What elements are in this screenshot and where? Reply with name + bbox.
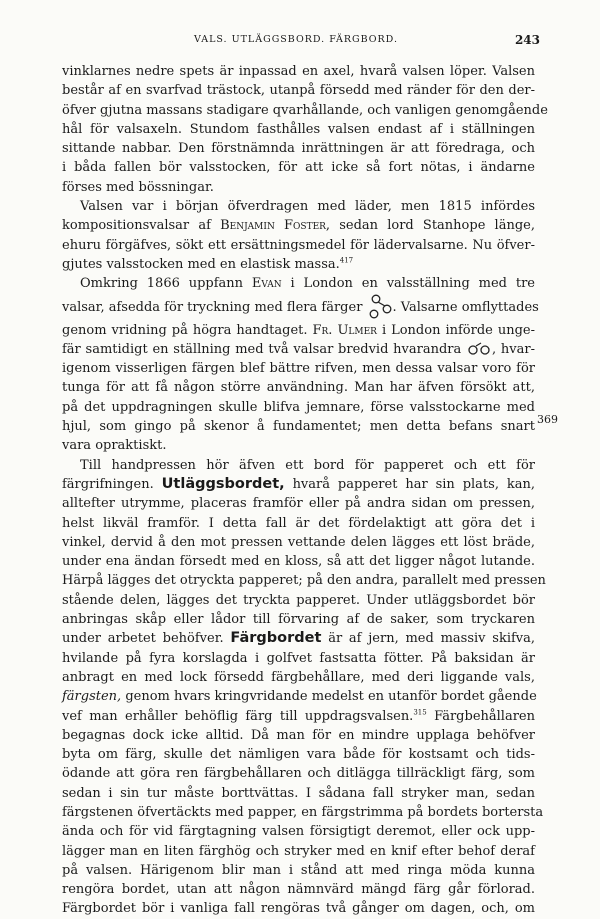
roller-circle: [481, 346, 489, 354]
term-fargsten: färgsten,: [62, 689, 122, 705]
text-line: [62, 629, 535, 648]
footnote-ref: 417: [339, 256, 354, 265]
text-line: vara opraktiskt.: [62, 438, 167, 454]
page-number: 243: [514, 33, 540, 47]
text-line: [62, 707, 535, 726]
text-line: [62, 294, 539, 321]
text-line: Valsen var i början öfverdragen med läder, men 1815 infördes: [80, 199, 535, 215]
text-line: under ena ändan försedt med en kloss, så att det ligger något lutande.: [62, 554, 535, 570]
text-line: sedan i sin tur måste borttvättas. I sådana fall stryker man, sedan: [62, 785, 535, 801]
text-line: sittande nabbar. Den förstnämnda inrättningen är att föredraga, och: [62, 141, 535, 157]
text-line: färgstenen öfvertäckts med papper, en färgstrimma på bordets bortersta: [62, 804, 544, 820]
text-segment: fär samtidigt en ställning med två valsar bredvid hvarandra: [62, 341, 462, 357]
text-segment: , hvar-: [492, 341, 535, 357]
text-line: hjul, som gingo på skenor å fundamentet; men detta befans snart: [62, 419, 535, 435]
text-segment: . Valsarne omflyttades: [392, 299, 539, 315]
roller-circle: [372, 295, 380, 303]
text-line: lägger man en liten färghög och stryker med en knif efter behof deraf: [62, 843, 535, 859]
text-segment: Omkring 1866 uppfann: [80, 276, 244, 292]
text-line: ehuru förgäfves, sökt ett ersättningsmedel för lädervalsarne. Nu öfver-: [62, 237, 535, 253]
roller-circle: [383, 305, 391, 313]
text-line: byta om färg, skulle det nämligen vara både för kostsamt och tids-: [62, 747, 535, 763]
person-name: Benjamin Foster: [220, 218, 326, 234]
three-rollers-diagram: [367, 294, 393, 320]
text-segment: i London införde unge-: [381, 322, 535, 338]
text-line: anbringas skåp eller lådor till förvaring af de saker, som tryckaren: [62, 612, 535, 628]
text-line: helst likväl framför. I detta fall är det fördelaktigt att göra det i: [62, 515, 535, 531]
text-line: vinklarnes nedre spets är inpassad en axel, hvarå valsen löper. Valsen: [62, 64, 535, 79]
text-line: förses med bössningar.: [62, 179, 214, 195]
text-line: alltefter utrymme, placeras framför eller på andra sidan om pressen,: [62, 496, 535, 512]
text-segment: vef man erhåller behöflig färg till uppdragsvalsen.: [62, 708, 414, 724]
person-name: Evan: [251, 276, 282, 292]
text-segment: genom vridning på högra handtaget.: [62, 322, 308, 338]
text-line: igenom visserligen färgen blef bättre rifven, men dessa valsar voro för: [62, 361, 535, 377]
text-line: rengöra bordet, utan att någon nämnvärd mängd färg går förlorad.: [62, 882, 535, 898]
text-segment: valsar, afsedda för tryckning med flera färger: [62, 299, 363, 315]
roller-circle: [370, 310, 378, 318]
text-line: [62, 216, 535, 235]
text-line: [62, 475, 535, 494]
text-line: Till handpressen hör äfven ett bord för papperet och ett för: [80, 457, 535, 473]
text-line: anbragt en med lock försedd färgbehållare, med deri liggande vals,: [62, 669, 535, 685]
text-segment: Färgbehållaren: [434, 708, 535, 724]
text-line: Härpå lägges det otryckta papperet; på den andra, parallelt med pressen: [62, 573, 546, 589]
text-line: ödande att göra ren färgbehållaren och ditlägga tillräckligt färg, som: [62, 766, 535, 782]
running-header: VALS. UTLÄGGSBORD. FÄRGBORD.: [194, 34, 398, 45]
text-line: på det uppdragningen skulle blifva jemnare, förse valsstockarne med: [62, 399, 535, 415]
two-rollers-diagram: [466, 342, 492, 356]
text-line: ända och för vid färgtagning valsen försigtigt deremot, eller ock upp-: [62, 824, 535, 840]
text-line: vinkel, dervid å den mot pressen vettande delen lägges ett löst bräde,: [62, 534, 535, 550]
footnote-ref: 315: [413, 708, 427, 717]
handle-line: [378, 302, 385, 306]
text-line: stående delen, lägges det tryckta papperet. Under utläggsbordet bör: [62, 592, 535, 608]
term-fargbordet: Färgbordet: [230, 630, 322, 647]
text-segment: under arbetet behöfver.: [62, 631, 224, 647]
text-segment: hvarå papperet har sin plats, kan,: [292, 476, 535, 492]
text-line: i båda fallen bör valsstocken, för att icke så fort nötas, i ändarne: [62, 160, 535, 176]
text-segment: , sedan lord Stanhope länge,: [325, 218, 535, 234]
text-segment: gjutes valsstocken med en elastisk massa.: [62, 256, 340, 272]
text-line: begagnas dock icke alltid. Då man för en mindre upplaga behöfver: [62, 727, 535, 743]
roller-circle: [469, 346, 477, 354]
term-utlaggsbordet: Utläggsbordet,: [161, 475, 285, 492]
text-line: [62, 321, 535, 340]
text-line: hål för valsaxeln. Stundom fasthålles valsen endast af i ställningen: [62, 121, 535, 137]
text-segment: genom hvars kringvridande medelst en utanför bordet gående: [125, 689, 537, 705]
text-line: Färgbordet bör i vanliga fall rengöras två gånger om dagen, och, om: [62, 901, 535, 917]
text-line: tunga för att få någon större användning. Man har äfven försökt att,: [62, 380, 535, 396]
text-line: [62, 340, 535, 359]
person-name: Fr. Ulmer: [312, 322, 377, 338]
text-line: består af en svarfvad trästock, utanpå försedd med ränder för den der-: [62, 83, 535, 99]
text-line: öfver gjutna massans stadigare qvarhållande, och vanligen genomgående: [62, 102, 548, 118]
handle-line: [476, 343, 481, 346]
text-line: [62, 274, 535, 293]
text-line: [62, 255, 535, 274]
text-segment: i London en valsställning med tre: [290, 276, 535, 292]
text-segment: kompositionsvalsar af: [62, 218, 211, 234]
text-line: hvilande på fyra korslagda i golfvet fastsatta fötter. På baksidan är: [62, 650, 535, 666]
text-segment: är af jern, med massiv skifva,: [328, 631, 536, 647]
text-line: [62, 687, 535, 706]
text-line: på valsen. Härigenom blir man i stånd att med ringa möda kunna: [62, 862, 535, 878]
text-segment: färgrifningen.: [62, 476, 154, 492]
margin-number: 369: [537, 413, 558, 426]
